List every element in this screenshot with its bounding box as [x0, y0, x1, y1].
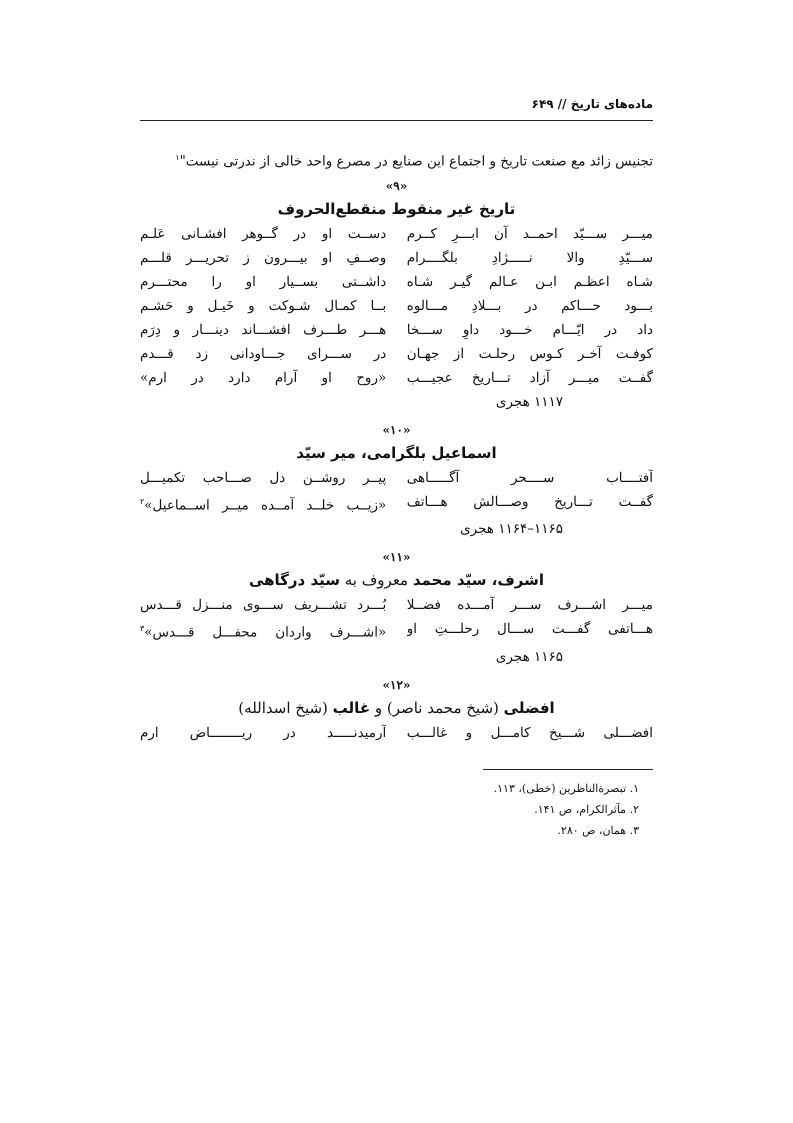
hemistich-second	[140, 619, 386, 643]
hemistich-second: آرمیدنـــــد در ریــــــــاض ارم	[140, 724, 387, 741]
verse-line	[140, 344, 653, 364]
verse-line	[140, 468, 653, 488]
section-title: اسماعیل بلگرامی، میر سیّد	[296, 443, 497, 462]
hemistich-first: ســـیّدِ والا نـــــژادِ بلگــــرام	[406, 249, 653, 266]
footnote-ref: ۳	[140, 624, 145, 633]
intro-text: تجنیس زائد مع صنعت تاریخ و اجتماع این صنایع در مصرع واحد خالی از ندرتی نیست"	[179, 153, 653, 170]
running-header: ماده‌های تاریخ // ۶۴۹	[531, 97, 653, 111]
section-title	[140, 698, 653, 718]
section-title: تاریخ غیر منقوط منقطع‌الحروف	[277, 199, 516, 218]
year-label: ۱۱۶۵ هجری	[495, 648, 563, 665]
verse-line	[140, 272, 653, 292]
verse-line	[140, 723, 653, 743]
footnote-ref: ۲	[140, 496, 145, 506]
section-number: «۹»	[385, 178, 408, 193]
page-body	[140, 148, 653, 747]
hemistich-second: بُـــرد تشـــریف ســـوی منـــزل قـــدس	[140, 597, 387, 613]
footnote: ۲. مآثرالکرام، ص ۱۴۱.	[534, 803, 639, 816]
title-name: افضلی	[503, 698, 555, 717]
hemistich-first: کوفـت آخـر کـوس رحلـت از جهـان	[406, 345, 653, 362]
footnotes	[140, 778, 653, 841]
hemistich-second: بــا کمـال شـوکت و خَیـل و حَشـم	[140, 297, 387, 314]
hemistich-first: گفــت میـــر آزاد تـــاریخ عجیـــب	[406, 369, 653, 386]
footnote: ۳. همان، ص ۲۸۰.	[557, 824, 639, 837]
hemistich-first: آفتــــاب ســــحر آگـــــاهی	[406, 469, 653, 486]
hemistich-second: پیــر روشــن دل صـــاحب تکمیـــل	[140, 469, 387, 486]
title-alias: سیّد درگاهی	[248, 571, 340, 589]
hemistich-first: داد در ایّـــام خـــود داوِ ســـخا	[406, 321, 653, 338]
title-name-second: غالب	[332, 698, 371, 717]
verse-line	[140, 619, 653, 643]
title-connector: معروف به	[340, 571, 413, 589]
hemistich-second: دســت او در گــوهر افشـانی عَلـم	[140, 225, 387, 242]
section-number: «۱۱»	[382, 550, 411, 564]
hemistich-text: «اشـــرف واردان محفـــل قـــدس»	[144, 624, 387, 641]
title-name: اشرف، سیّد محمد	[412, 571, 545, 589]
section-title	[140, 570, 653, 590]
title-connector: (شیخ محمد ناصر) و	[370, 698, 504, 717]
verse-line	[140, 296, 653, 316]
hemistich-first: گفــت تـــاریخ وصـــالش هـــاتف	[406, 493, 653, 510]
year-label: ۱۱۱۷ هجری	[495, 393, 563, 410]
verse-line	[140, 320, 653, 340]
hemistich-second: وصــفِ او بیـــرون ز تحریـــر قلـــم	[140, 249, 387, 266]
verse-line	[140, 368, 653, 388]
hemistich-first: شـاه اعظـم ابـن عـالم گیـر شـاه	[406, 273, 653, 290]
hemistich-second: «روح او آرام دارد در ارم»	[140, 369, 387, 386]
year-label: ۱۱۶۵–۱۱۶۴ هجری	[460, 521, 563, 537]
hemistich-first: افضـــلی شـــیخ کامـــل و غالـــب	[406, 724, 653, 741]
hemistich-first: هـــاتفی گفـــت ســـال رحلـــتِ او	[406, 621, 653, 637]
header-rule	[140, 120, 653, 121]
hemistich-first: بـــود حـــاکم در بـــلادِ مـــالوه	[406, 297, 653, 314]
hemistich-second: در ســـرای جـــاودانی زد قـــدم	[140, 345, 387, 362]
verse-line	[140, 224, 653, 244]
verse-line	[140, 248, 653, 268]
hemistich-text: «زیــب خلــد آمــده میــر اســماعیل»	[144, 497, 387, 513]
footnote-ref: ۱	[175, 153, 180, 162]
section-number: «۱۰»	[382, 422, 411, 437]
hemistich-first: میـــر ســـیّد احمــد آن ابـــرِ کــرم	[406, 225, 653, 242]
hemistich-second: داشــتی بســیار او را محتـــرم	[140, 273, 387, 290]
verse-line	[140, 595, 653, 615]
verse-line	[140, 492, 653, 516]
hemistich-second: هـــر طـــرف افشـــاند دینـــار و دِرَم	[140, 321, 387, 338]
section-number: «۱۲»	[382, 677, 411, 692]
hemistich-second	[140, 492, 386, 516]
title-connector-second: (شیخ اسدالله)	[238, 698, 333, 717]
footnote-rule	[483, 769, 653, 770]
intro-paragraph	[140, 148, 653, 172]
hemistich-first: میـــر اشـــرف ســـر آمـــده فضــلا	[406, 597, 653, 613]
footnote: ۱. تبصرةالناظرین (خطی)، ۱۱۳.	[493, 782, 639, 795]
